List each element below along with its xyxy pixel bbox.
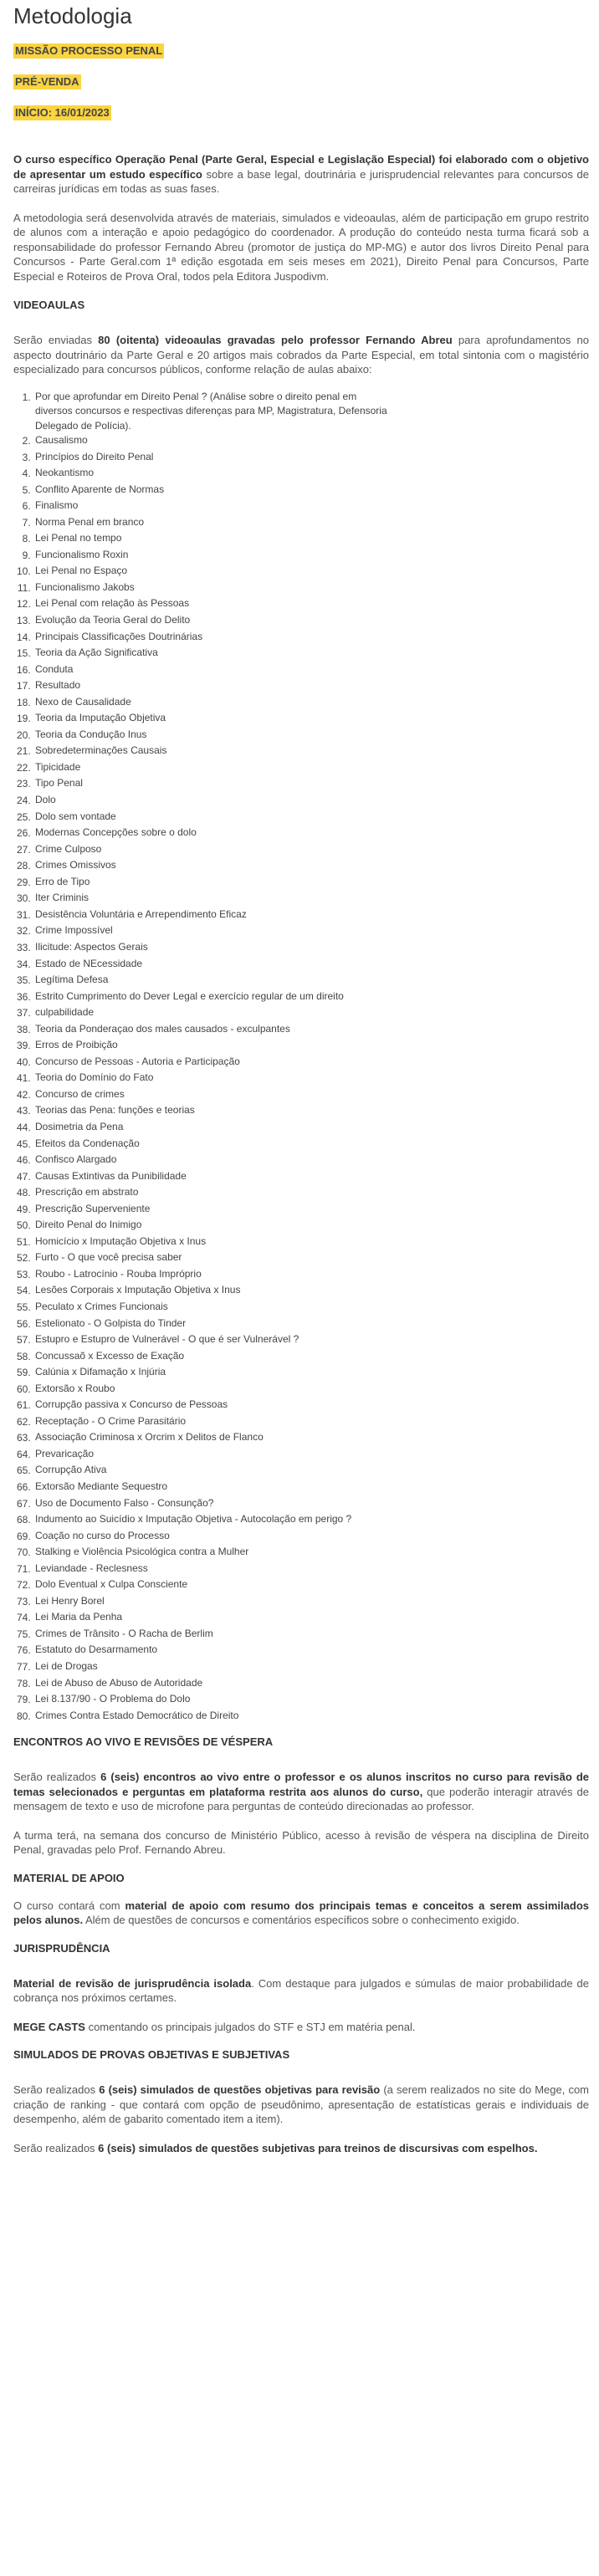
lesson-item-text: Crime Impossível	[35, 924, 113, 937]
lesson-item-text: Erro de Tipo	[35, 875, 90, 887]
lesson-item-text: Crimes de Trânsito - O Racha de Berlim	[35, 1627, 213, 1639]
lesson-item	[33, 1447, 589, 1464]
videoaulas-text-bold: 80 (oitenta) videoaulas gravadas pelo professor Fernando Abreu	[98, 334, 453, 346]
lesson-item	[33, 1382, 589, 1398]
juris-p1-bold: Material de revisão de jurisprudência isolada	[13, 1976, 252, 1990]
lesson-item-text: Receptação - O Crime Parasitário	[35, 1414, 187, 1427]
lesson-item-text: Iter Criminis	[35, 892, 90, 904]
tag-inicio: INÍCIO: 16/01/2023	[15, 106, 110, 119]
lesson-item	[33, 596, 589, 613]
lesson-item-text: Lei Maria da Penha	[35, 1611, 123, 1623]
simulados-p1-bold: 6 (seis) simulados de questões objetivas para revisão	[99, 2083, 381, 2097]
lesson-item	[33, 1169, 589, 1186]
lesson-item-text: Conduta	[35, 662, 74, 675]
lesson-item	[33, 1022, 589, 1039]
juris-p1-post: . Com destaque para julgados e súmulas de maior probabilidade de cobrança nos próximos certames.	[13, 1976, 590, 2005]
lesson-item	[33, 957, 589, 974]
section-title-encontros: ENCONTROS AO VIVO E REVISÕES DE VÉSPERA	[13, 1735, 274, 1749]
encontros-paragraph-1	[13, 1770, 589, 1814]
intro-rest: sobre a base legal, doutrinária e jurisprudencial relevantes para concursos de carreiras jurídicas em todas as suas fases.	[13, 167, 590, 195]
lesson-item	[33, 875, 589, 892]
methodology-paragraph: A metodologia será desenvolvida através de materiais, simulados e videoaulas, além de participação em grupo restrito de alunos com a interação e apoio pedagógico do coordenador. A produção do conteúdo nesta turma ficará sob a responsabilidade do professor Fernando Abreu (promotor de justiça do MP-MG) e autor dos livros Direito Penal para Concursos - Parte Geral.com 1ª edição esgotada em seis meses em 2021), Direito Penal para Concursos, Parte Especial e Roteiros de Prova Oral, todos pela Editora Juspodivm.	[13, 211, 589, 283]
tag-missao: MISSÃO PROCESSO PENAL	[15, 44, 163, 57]
lesson-item-text: Lei de Drogas	[35, 1660, 98, 1673]
lesson-item	[33, 630, 589, 647]
lesson-item-text: Desistência Voluntária e Arrependimento Eficaz	[35, 907, 247, 920]
lesson-item	[33, 842, 589, 859]
lesson-item-text: Indumento ao Suicídio x Imputação Objetiva - Autocolação em perigo ?	[35, 1513, 352, 1526]
lesson-item	[33, 1512, 589, 1529]
intro-paragraph	[13, 152, 589, 197]
lesson-item-text: Prevaricação	[35, 1447, 95, 1459]
lesson-item	[33, 1709, 589, 1725]
lesson-item	[33, 450, 589, 467]
lesson-item-text: Conflito Aparente de Normas	[35, 483, 165, 495]
lesson-item-text: Lei de Abuso de Abuso de Autoridade	[35, 1676, 203, 1689]
juris-paragraph-1	[13, 1976, 589, 2006]
lesson-item	[33, 580, 589, 597]
lesson-item	[33, 1087, 589, 1104]
encontros-p1-bold: 6 (seis) encontros ao vivo entre o professor e os alunos inscritos no curso para revisão de temas selecionados e perguntas em plataforma restrita aos alunos do curso,	[13, 1771, 590, 1798]
lesson-item	[33, 1234, 589, 1251]
lesson-item-text: Causas Extintivas da Punibilidade	[35, 1169, 187, 1182]
lesson-item-text: Corrupção Ativa	[35, 1464, 107, 1476]
lesson-item-text: Finalismo	[35, 499, 79, 512]
lesson-item-text: Roubo - Latrocínio - Rouba Impróprio	[35, 1267, 202, 1280]
lesson-item-text: Lesões Corporais x Imputação Objetiva x Inus	[35, 1284, 241, 1296]
simulados-p1-post: (a serem realizados no site do Mege, com criação de ranking - que contará com opção de pseudônimo, apresentação de estatísticas gerais e individuais de desempenho, além de gabarito comentado item a item).	[13, 2083, 590, 2126]
lesson-item	[33, 1103, 589, 1120]
lesson-item-text: Por que aprofundar em Direito Penal ? (Análise sobre o direito penal em diversos concursos e respectivas diferenças para MP, Magistratura, Defensoria Delegado de Polícia).	[35, 390, 387, 432]
lesson-item	[33, 390, 589, 434]
lesson-item-text: Leviandade - Reclesness	[35, 1561, 148, 1574]
lesson-item-text: Confisco Alargado	[35, 1153, 117, 1166]
lesson-item-text: Concurso de Pessoas - Autoria e Participação	[35, 1055, 240, 1067]
lesson-item	[33, 1480, 589, 1496]
lesson-item-text: Estrito Cumprimento do Dever Legal e exercício regular de um direito	[35, 989, 344, 1002]
lesson-item	[33, 1627, 589, 1643]
lesson-item	[33, 1120, 589, 1137]
lesson-item	[33, 1349, 589, 1366]
videoaulas-text-post: para aprofundamentos no aspecto doutrinário da Parte Geral e 20 artigos mais cobrados da Parte Especial, em total sintonia com o magistério especializado para concursos públicos, conforme relação de aulas abaixo:	[13, 334, 589, 376]
lesson-item	[33, 923, 589, 940]
lesson-item-text: Causalismo	[35, 434, 88, 446]
lesson-item	[33, 1055, 589, 1071]
lesson-item	[33, 825, 589, 842]
lesson-item-text: culpabilidade	[35, 1006, 95, 1019]
lesson-item-text: Concurso de crimes	[35, 1087, 125, 1100]
lesson-item	[33, 1071, 589, 1087]
lesson-item-text: Estupro e Estupro de Vulnerável - O que é ser Vulnerável ?	[35, 1333, 300, 1346]
lesson-item	[33, 548, 589, 565]
simulados-p1-pre: Serão realizados	[13, 2083, 100, 2097]
lesson-item-text: Prescrição Superveniente	[35, 1202, 151, 1214]
lesson-item	[33, 891, 589, 907]
lesson-item-text: Corrupção passiva x Concurso de Pessoas	[35, 1398, 228, 1411]
lesson-item-text: Coação no curso do Processo	[35, 1529, 170, 1541]
lesson-item-text: Lei Penal no tempo	[35, 532, 122, 544]
lesson-item-text: Teoria da Ponderaçao dos males causados - exculpantes	[35, 1022, 290, 1035]
lesson-item-text: Peculato x Crimes Funcionais	[35, 1300, 168, 1312]
lesson-item-text: Principais Classificações Doutrinárias	[35, 630, 203, 642]
material-paragraph	[13, 1899, 589, 1928]
lesson-list	[13, 390, 589, 1725]
lesson-item	[33, 1692, 589, 1709]
lesson-item-text: Tipicidade	[35, 760, 81, 773]
lesson-item-text: Dosimetria da Pena	[35, 1120, 124, 1132]
lesson-item	[33, 613, 589, 630]
lesson-item	[33, 1594, 589, 1611]
lesson-item	[33, 776, 589, 793]
lesson-item-text: Lei Penal no Espaço	[35, 565, 128, 577]
encontros-p1-pre: Serão realizados	[13, 1771, 101, 1784]
lesson-item-text: Funcionalismo Jakobs	[35, 580, 135, 593]
lesson-item-text: Dolo sem vontade	[35, 810, 116, 822]
lesson-item	[33, 1398, 589, 1414]
lesson-item-text: Extorsão Mediante Sequestro	[35, 1480, 168, 1492]
tag-pre-venda: PRÉ-VENDA	[15, 75, 79, 88]
simulados-paragraph-2	[13, 2141, 589, 2156]
juris-p2-bold: MEGE CASTS	[13, 2020, 85, 2033]
lesson-item-text: Princípios do Direito Penal	[35, 450, 154, 463]
lesson-item-text: Erros de Proibição	[35, 1039, 118, 1051]
lesson-item	[33, 973, 589, 989]
lesson-item-text: Norma Penal em branco	[35, 515, 145, 528]
lesson-item	[33, 760, 589, 777]
lesson-item	[33, 531, 589, 548]
lesson-item	[33, 1561, 589, 1578]
lesson-item	[33, 1659, 589, 1676]
simulados-paragraph-1	[13, 2083, 589, 2127]
simulados-p2-bold: 6 (seis) simulados de questões subjetivas para treinos de discursivas com espelhos.	[98, 2141, 538, 2154]
intro-bold: O curso específico Operação Penal (Parte Geral, Especial e Legislação Especial) foi elaborado com o objetivo de apresentar um estudo específico	[13, 153, 589, 181]
lesson-item	[33, 1430, 589, 1447]
lesson-item-text: Dolo	[35, 794, 56, 806]
section-title-juris: JURISPRUDÊNCIA	[13, 1941, 110, 1955]
lesson-item-text: Nexo de Causalidade	[35, 695, 131, 708]
lesson-item	[33, 1316, 589, 1333]
encontros-p1-post: que poderão interagir através de mensagem de texto e uso de microfone para perguntas de conteúdo direcionadas ao professor.	[13, 1785, 590, 1813]
lesson-item	[33, 728, 589, 744]
lesson-item-text: Lei Henry Borel	[35, 1594, 105, 1607]
lesson-item-text: Estado de NEcessidade	[35, 957, 143, 969]
lesson-item-text: Lei Penal com relação às Pessoas	[35, 597, 190, 610]
lesson-item	[33, 1610, 589, 1627]
lesson-item-text: Teoria da Ação Significativa	[35, 647, 158, 659]
lesson-item-text: Evolução da Teoria Geral do Delito	[35, 614, 191, 626]
lesson-item-text: Crimes Omissivos	[35, 859, 116, 871]
section-title-videoaulas: VIDEOAULAS	[13, 299, 85, 311]
lesson-item	[33, 1218, 589, 1234]
lesson-item	[33, 1038, 589, 1055]
lesson-item-text: Crime Culposo	[35, 842, 102, 855]
lesson-item-text: Teorias das Pena: funções e teorias	[35, 1104, 195, 1117]
lesson-item	[33, 1283, 589, 1300]
lesson-item	[33, 646, 589, 662]
lesson-item	[33, 498, 589, 515]
lesson-item	[33, 1267, 589, 1284]
lesson-item-text: Efeitos da Condenação	[35, 1137, 140, 1149]
videoaulas-paragraph	[13, 333, 589, 377]
lesson-item-text: Estatuto do Desarmamento	[35, 1643, 158, 1656]
lesson-item	[33, 1250, 589, 1267]
lesson-item	[33, 744, 589, 760]
lesson-item-text: Tipo Penal	[35, 777, 83, 790]
material-bold: material de apoio com resumo dos principais temas e conceitos a serem assimilados pelos alunos.	[13, 1899, 589, 1927]
lesson-item-text: Calúnia x Difamação x Injúria	[35, 1366, 166, 1378]
lesson-item-text: Concussaõ x Excesso de Exação	[35, 1349, 185, 1362]
lesson-item	[33, 1300, 589, 1316]
lesson-item	[33, 1676, 589, 1693]
lesson-item-text: Estelionato - O Golpista do Tinder	[35, 1316, 187, 1329]
lesson-item-text: Homicício x Imputação Objetiva x Inus	[35, 1234, 207, 1247]
lesson-item-text: Neokantismo	[35, 467, 95, 479]
lesson-item	[33, 858, 589, 875]
lesson-item	[33, 711, 589, 728]
lesson-item	[33, 1137, 589, 1153]
lesson-item	[33, 433, 589, 450]
lesson-item-text: Ilicitude: Aspectos Gerais	[35, 940, 148, 953]
lesson-item	[33, 662, 589, 679]
lesson-item	[33, 1529, 589, 1546]
lesson-item	[33, 1496, 589, 1513]
lesson-item	[33, 678, 589, 695]
lesson-item-text: Funcionalismo Roxin	[35, 548, 129, 560]
lesson-item	[33, 1545, 589, 1561]
lesson-item	[33, 1005, 589, 1022]
lesson-item	[33, 564, 589, 580]
material-post: Além de questões de concursos e comentários específicos sobre o conhecimento exigido.	[83, 1914, 520, 1927]
lesson-item	[33, 1643, 589, 1659]
lesson-item	[33, 1185, 589, 1202]
section-title-simulados: SIMULADOS DE PROVAS OBJETIVAS E SUBJETIVAS	[13, 2048, 290, 2062]
lesson-item	[33, 810, 589, 826]
lesson-item	[33, 483, 589, 499]
lesson-item-text: Teoria da Condução Inus	[35, 728, 147, 740]
lesson-item	[33, 695, 589, 712]
lesson-item	[33, 1414, 589, 1431]
juris-paragraph-2	[13, 2020, 589, 2035]
lesson-item-text: Resultado	[35, 679, 81, 692]
lesson-item-text: Uso de Documento Falso - Consunção?	[35, 1496, 214, 1509]
lesson-item	[33, 515, 589, 532]
lesson-item	[33, 1332, 589, 1349]
lesson-item-text: Teoria da Imputação Objetiva	[35, 712, 166, 724]
material-pre: O curso contará com	[13, 1899, 125, 1912]
lesson-item-text: Furto - O que você precisa saber	[35, 1251, 182, 1264]
lesson-item-text: Teoria do Domínio do Fato	[35, 1071, 154, 1084]
lesson-item-text: Sobredeterminações Causais	[35, 744, 167, 757]
lesson-item	[33, 466, 589, 483]
lesson-item	[33, 1202, 589, 1219]
lesson-item-text: Prescrição em abstrato	[35, 1186, 139, 1199]
lesson-item	[33, 940, 589, 957]
lesson-item	[33, 1365, 589, 1382]
lesson-item-text: Direito Penal do Inimigo	[35, 1219, 142, 1231]
lesson-item-text: Extorsão x Roubo	[35, 1382, 115, 1394]
lesson-item	[33, 907, 589, 924]
lesson-item-text: Associação Criminosa x Orcrim x Delitos de Flanco	[35, 1431, 264, 1444]
section-title-material: MATERIAL DE APOIO	[13, 1871, 125, 1884]
simulados-p2-pre: Serão realizados	[13, 2141, 99, 2154]
lesson-item	[33, 1577, 589, 1594]
lesson-item-text: Modernas Concepções sobre o dolo	[35, 826, 197, 839]
lesson-item	[33, 1153, 589, 1169]
lesson-item-text: Crimes Contra Estado Democrático de Direito	[35, 1709, 239, 1721]
page-title: Metodologia	[13, 3, 132, 28]
lesson-item-text: Stalking e Violência Psicológica contra a Mulher	[35, 1546, 249, 1558]
videoaulas-text-pre: Serão enviadas	[13, 334, 99, 346]
lesson-item-text: Lei 8.137/90 - O Problema do Dolo	[35, 1693, 191, 1705]
encontros-paragraph-2: A turma terá, na semana dos concurso de Ministério Público, acesso à revisão de véspera na disciplina de Direito Penal, gravadas pelo Prof. Fernando Abreu.	[13, 1828, 589, 1857]
lesson-item	[33, 989, 589, 1006]
lesson-item-text: Dolo Eventual x Culpa Consciente	[35, 1578, 188, 1591]
juris-p2-post: comentando os principais julgados do STF e STJ em matéria penal.	[84, 2020, 416, 2033]
lesson-item-text: Legítima Defesa	[35, 974, 109, 986]
lesson-item	[33, 793, 589, 810]
lesson-item	[33, 1463, 589, 1480]
